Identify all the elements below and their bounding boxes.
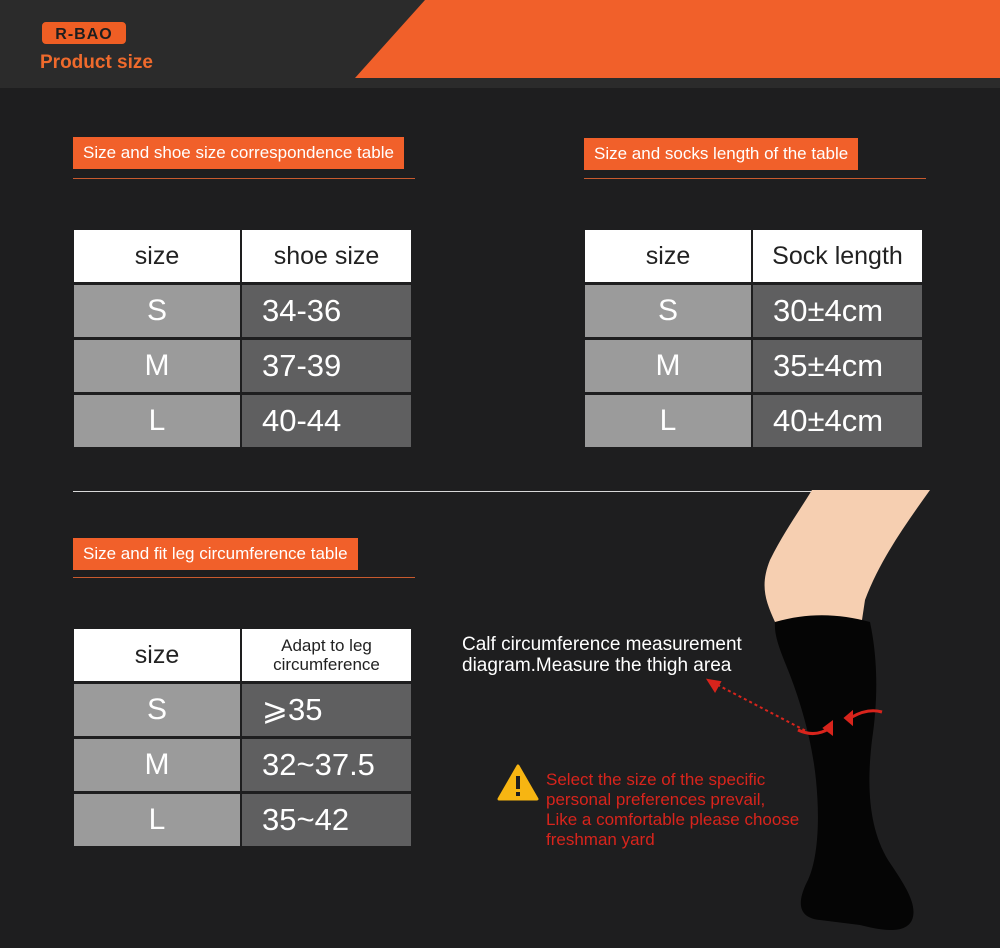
table-cell-size: L — [74, 392, 242, 447]
table-cell-value: 40±4cm — [753, 392, 922, 447]
page-title: Product size — [40, 52, 153, 73]
caption-line: diagram.Measure the thigh area — [462, 655, 732, 676]
table-cell-value: ⩾35 — [242, 681, 411, 736]
table-cell-value: 37-39 — [242, 337, 411, 392]
table-cell-size: M — [585, 337, 753, 392]
table-cell-size: S — [74, 282, 242, 337]
leg-table-tag: Size and fit leg circumference table — [73, 538, 358, 570]
warning-line: personal preferences prevail, — [546, 790, 766, 809]
table-header: Adapt to leg circumference — [242, 629, 411, 681]
calf-measurement-caption — [462, 634, 742, 676]
table-header: shoe size — [242, 230, 411, 282]
table-cell-size: S — [74, 681, 242, 736]
table-cell-value: 34-36 — [242, 282, 411, 337]
sock-table-tag: Size and socks length of the table — [584, 138, 858, 170]
table-cell-value: 40-44 — [242, 392, 411, 447]
table-cell-value: 35±4cm — [753, 337, 922, 392]
warning-line: freshman yard — [546, 830, 655, 849]
table-cell-value: 30±4cm — [753, 282, 922, 337]
table-header: Sock length — [753, 230, 922, 282]
table-cell-value: 32~37.5 — [242, 736, 411, 791]
caption-line: Calf circumference measurement — [462, 634, 742, 655]
table-cell-size: L — [74, 791, 242, 846]
table-header: size — [74, 230, 242, 282]
table-header: size — [74, 629, 242, 681]
arrow-head — [708, 680, 720, 691]
table-cell-size: M — [74, 736, 242, 791]
brand-logo: R-BAO — [42, 22, 126, 44]
warning-icon — [497, 764, 539, 802]
table-header: size — [585, 230, 753, 282]
warning-note — [546, 770, 799, 850]
shoe-table-tag: Size and shoe size correspondence table — [73, 137, 404, 169]
table-cell-value: 35~42 — [242, 791, 411, 846]
table-cell-size: M — [74, 337, 242, 392]
table-cell-size: S — [585, 282, 753, 337]
table-cell-size: L — [585, 392, 753, 447]
warning-line: Like a comfortable please choose — [546, 810, 800, 829]
warning-line: Select the size of the specific — [546, 770, 766, 789]
